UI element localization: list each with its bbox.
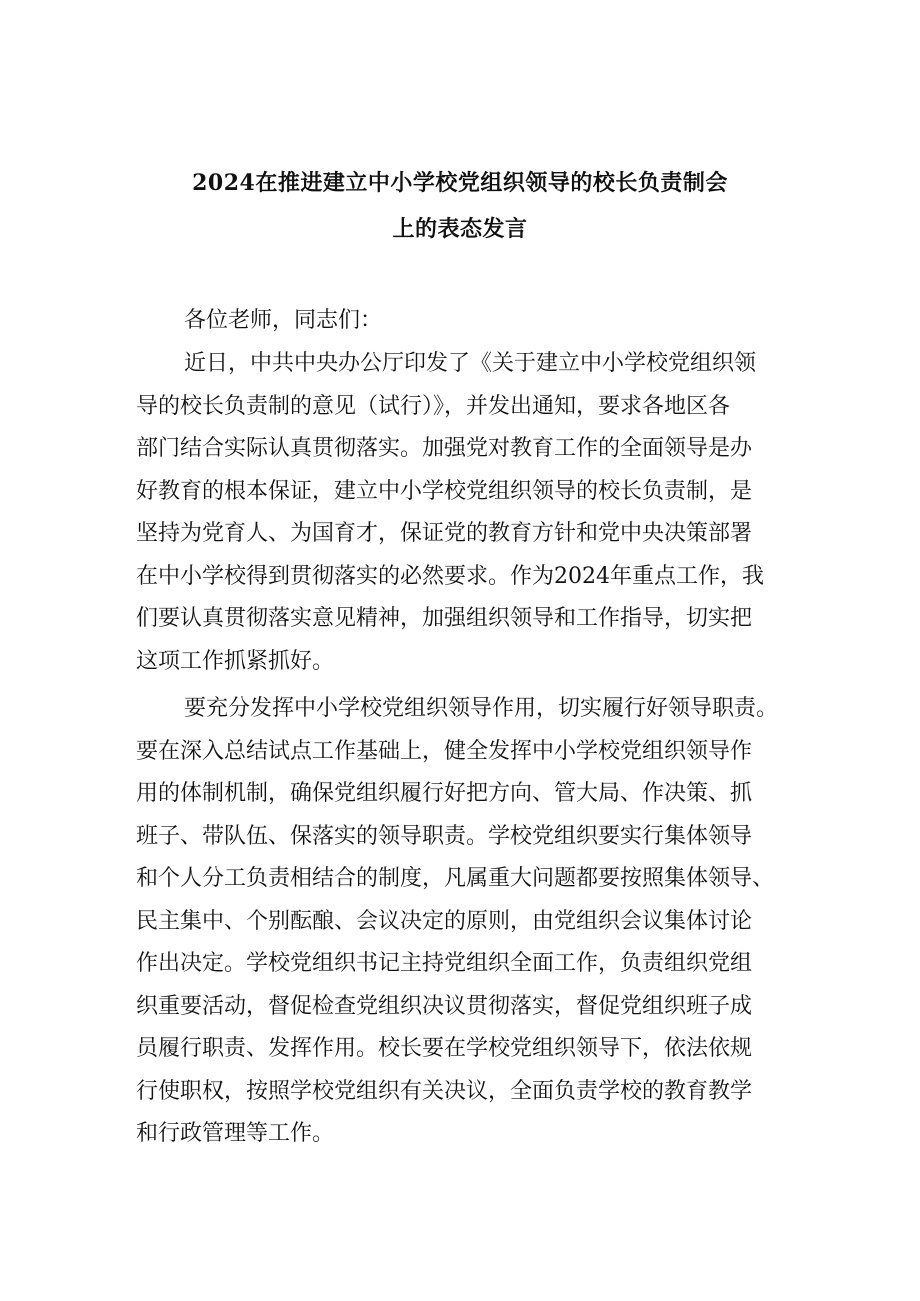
paragraph-line: 民主集中、个别酝酿、会议决定的原则，由党组织会议集体讨论 (136, 908, 753, 934)
paragraph-line: 和行政管理等工作。 (136, 1121, 335, 1146)
paragraph-line: 行使职权，按照学校党组织有关决议，全面负责学校的教育教学 (136, 1078, 753, 1104)
paragraph-line: 要充分发挥中小学校党组织领导作用，切实履行好领导职责。 (184, 696, 779, 721)
paragraph-line: 和个人分工负责相结合的制度，凡属重大问题都要按照集体领导、 (136, 866, 775, 891)
salutation: 各位老师，同志们： (184, 308, 383, 333)
paragraph-line: 好教育的根本保证，建立中小学校党组织领导的校长负责制，是 (136, 478, 753, 504)
paragraph-line: 们要认真贯彻落实意见精神，加强组织领导和工作指导，切实把 (136, 606, 753, 631)
paragraph-line: 部门结合实际认真贯彻落实。加强党对教育工作的全面领导是办 (136, 436, 753, 461)
paragraph-line: 导的校长负责制的意见（试行）》，并发出通知，要求各地区各 (136, 393, 731, 419)
paragraph-line: 作出决定。学校党组织书记主持党组织全面工作，负责组织党组 (136, 951, 753, 976)
paragraph-line: 在中小学校得到贯彻落实的必然要求。作为2024年重点工作，我 (136, 563, 764, 589)
paragraph-1 (136, 343, 796, 683)
document-title-line-2: 上的表态发言 (392, 216, 528, 242)
paragraph-2 (136, 688, 796, 1156)
paragraph-line: 近日，中共中央办公厅印发了《关于建立中小学校党组织领 (184, 351, 757, 376)
paragraph-line: 织重要活动，督促检查党组织决议贯彻落实，督促党组织班子成 (136, 993, 753, 1019)
paragraph-line: 班子、带队伍、保落实的领导职责。学校党组织要实行集体领导 (136, 823, 753, 849)
paragraph-line: 要在深入总结试点工作基础上，健全发挥中小学校党组织领导作 (136, 738, 753, 764)
paragraph-line: 这项工作抓紧抓好。 (136, 648, 335, 674)
document-title-line-1: 2024在推进建立中小学校党组织领导的校长负责制会 (192, 170, 728, 196)
paragraph-line: 坚持为党育人、为国育才，保证党的教育方针和党中央决策部署 (136, 521, 753, 546)
paragraph-line: 员履行职责、发挥作用。校长要在学校党组织领导下，依法依规 (136, 1036, 753, 1061)
paragraph-line: 用的体制机制，确保党组织履行好把方向、管大局、作决策、抓 (136, 781, 753, 806)
